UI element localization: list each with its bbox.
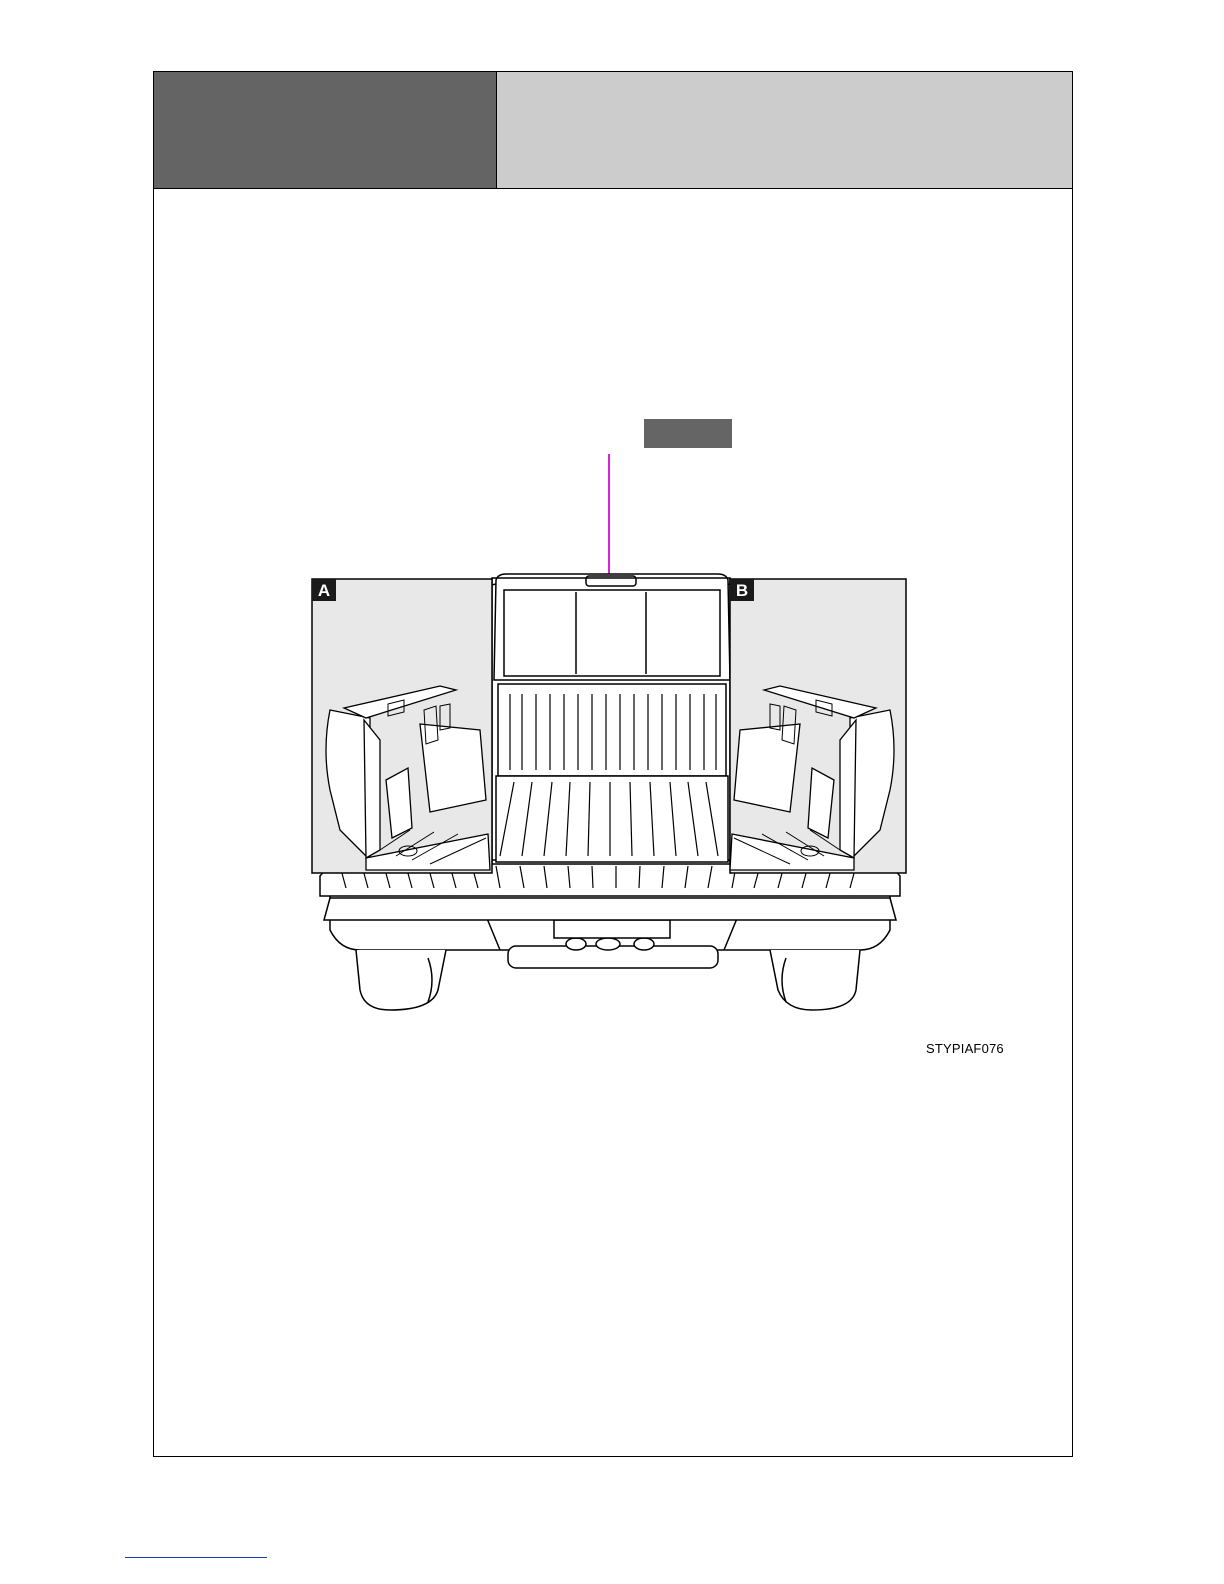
image-code: STYPIAF076: [926, 1041, 1004, 1056]
section-header-bar: [497, 72, 1072, 189]
callout-label-box: [644, 419, 732, 448]
section-tab-dark: [154, 72, 497, 189]
panel-a-label: A: [317, 581, 331, 600]
inset-panel-a: [312, 579, 492, 873]
truck-bed-illustration: [300, 450, 920, 1030]
inset-panel-b: [730, 579, 906, 873]
footer-link-rule: [125, 1557, 267, 1558]
panel-b-label: B: [735, 581, 749, 600]
cab-rear-window: [450, 574, 774, 682]
